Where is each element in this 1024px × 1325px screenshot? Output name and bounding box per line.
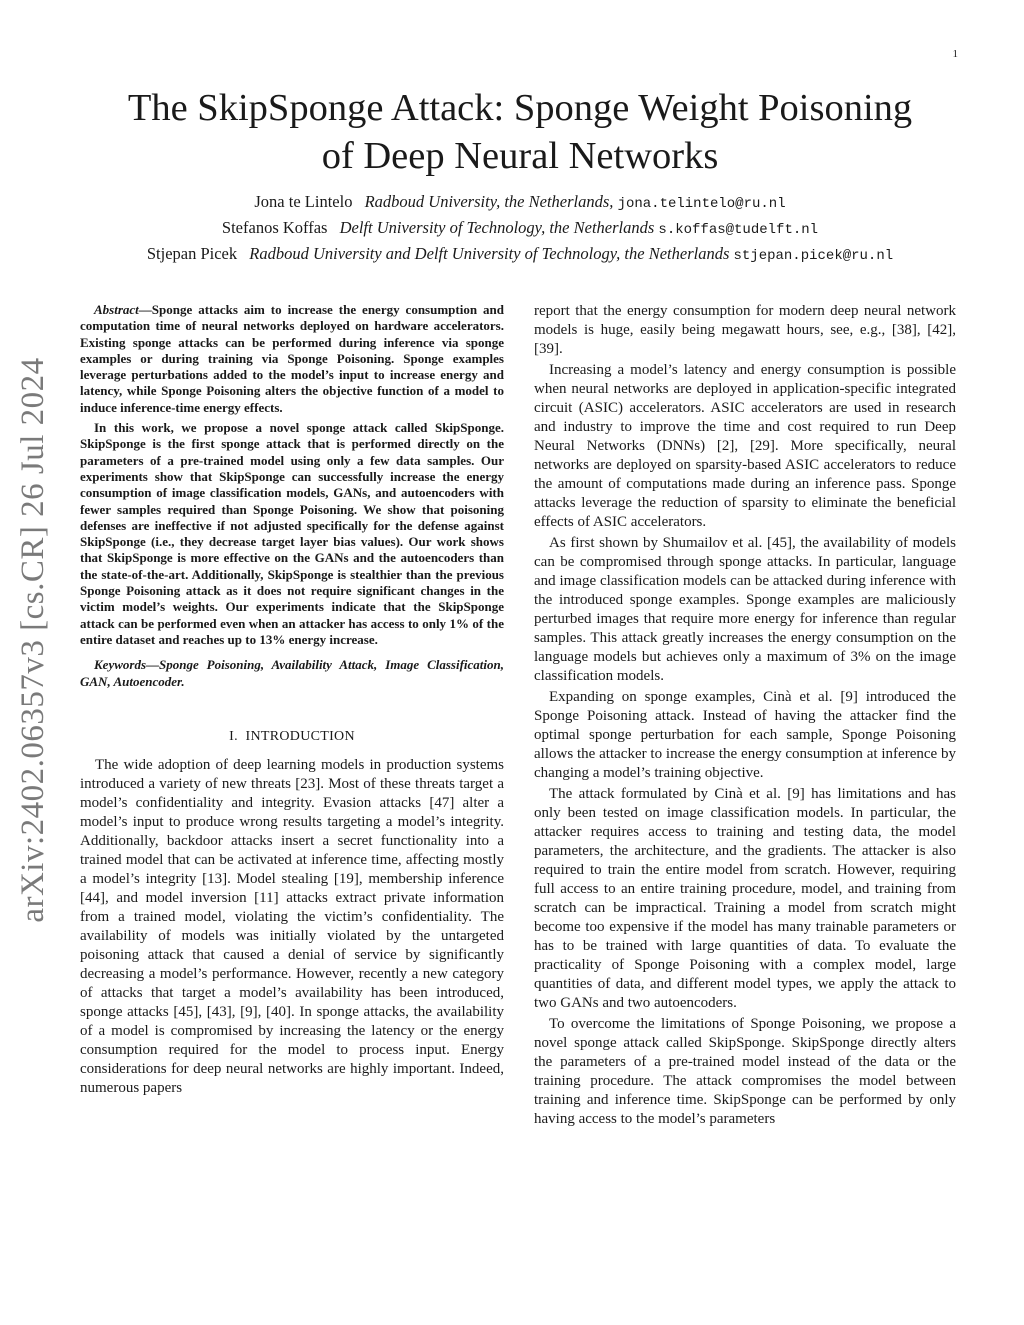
right-paragraph-4: Expanding on sponge examples, Cinà et al. [9] introduced the Sponge Poisoning attack. Instead of having the attacker find the optimal sponge perturbation for each sample, Sponge Poisoning allows the attacker to increase the energy consumption at inference by changing a model’s training objective. [534,689,956,781]
abstract-paragraph-1 [80,302,504,416]
author-affiliation: Delft University of Technology, the Netherlands [339,218,655,237]
author-name: Stefanos Koffas [221,218,328,237]
title-line-2: of Deep Neural Networks [321,135,719,177]
paper-title [80,84,960,180]
page-number: 1 [952,48,958,60]
right-paragraph-3: As first shown by Shumailov et al. [45], the availability of models can be compromised through sponge attacks. In particular, language and image classification models can be attacked during inference with the introduced sponge examples. Sponge examples are maliciously perturbed images that require more energy for inference than regular samples. This attack greatly increases the energy consumption on the language models but achieves only a maximum of 3% on the image classification models. [534,535,956,684]
abstract-paragraph-2: In this work, we propose a novel sponge attack called SkipSponge. SkipSponge is the first sponge attack that is performed directly on the parameters of a pre-trained model using only a few data samples. Our experiments show that SkipSponge can successfully increase the energy consumption of image classification models, GANs, and autoencoders with fewer samples required than Sponge Poisoning. We show that poisoning defenses are ineffective if not adjusted specifically for the defense against SkipSponge (i.e., they decrease target layer bias values). Our work shows that SkipSponge is more effective on the GANs and the autoencoders than the state-of-the-art. Additionally, SkipSponge is stealthier than the previous Sponge Poisoning attack as it does not require significant changes in the victim model’s weights. Our experiments indicate that the SkipSponge attack can be performed even when an attacker has access to only 1% of the entire dataset and reaches up to 13% energy increase. [80,420,504,647]
keywords: Keywords—Sponge Poisoning, Availability Attack, Image Classification, GAN, Autoencoder. [80,657,504,689]
left-column [80,302,504,1098]
right-paragraph-2: Increasing a model’s latency and energy consumption is possible when neural networks are deployed in application-specific integrated circuit (ASIC) accelerators. ASIC accelerators are used in research and industry to improve the time and cost required to run Deep Neural Networks (DNNs) [2], [29]. More specifically, neural networks are deployed on sparsity-based ASIC accelerators to reduce the amount of computations made during an inference pass. Sponge attacks leverage the reduction of sparsity to eliminate the beneficial effects of ASIC accelerators. [534,362,956,530]
author-line [80,216,960,242]
section-heading-introduction [80,727,504,746]
author-block [80,190,960,268]
right-column [534,302,956,1129]
section-title-rest: NTRODUCTION [250,728,355,744]
section-title-initial: I [245,728,251,744]
abstract-label: Abstract [94,302,139,317]
author-name: Jona te Lintelo [254,192,353,211]
author-line [80,242,960,268]
author-email[interactable]: s.koffas@tudelft.nl [658,222,819,238]
author-affiliation: Radboud University, the Netherlands, [364,192,614,211]
author-affiliation: Radboud University and Delft University of Technology, the Netherlands [249,244,730,263]
section-number: I. [229,728,238,744]
author-email[interactable]: jona.telintelo@ru.nl [617,196,786,212]
right-paragraph-6: To overcome the limitations of Sponge Poisoning, we propose a novel sponge attack called SkipSponge. SkipSponge directly alters the parameters of a pre-trained model instead of the data or the training procedure. The attack compromises the model between training and inference time. SkipSponge can be performed by only having access to the model’s parameters [534,1016,956,1127]
author-line [80,190,960,216]
title-line-1: The SkipSponge Attack: Sponge Weight Poisoning [127,87,913,129]
abstract-text-1: —Sponge attacks aim to increase the energy consumption and computation time of neural networks deployed on hardware accelerators. Existing sponge attacks can be performed during inference via sponge examples or during training via Sponge Poisoning. Sponge examples leverage perturbations added to the model’s input to increase energy and latency, while Sponge Poisoning alters the objective function of a model to induce inference-time energy effects. [80,302,504,415]
intro-paragraph-1: The wide adoption of deep learning models in production systems introduced a variety of new threats [23]. Most of these threats target a model’s confidentiality and integrity. Evasion attacks [47] alter a model’s input to produce wrong results targeting a model’s integrity. Additionally, backdoor attacks insert a secret functionality into a trained model that can be activated at inference time, affecting mostly a model’s integrity [13]. Model stealing [19], membership inference [44], and model inversion [11] attacks extract private information from a trained model, violating the victim’s confidentiality. The availability of models was initially violated by the untargeted poisoning attack that caused a denial of service by significantly decreasing a model’s performance. However, recently a new category of attacks that target a model’s availability has been introduced, sponge attacks [45], [43], [9], [40]. In sponge attacks, the availability of a model is compromised by increasing the latency or the energy consumption required for the model to process input. Energy considerations for deep neural networks are highly important. Indeed, numerous papers [80,756,504,1096]
right-paragraph-5: The attack formulated by Cinà et al. [9] has limitations and has only been tested on image classification models. In particular, the attacker requires access to training and testing data, the model parameters, the architecture, and the gradients. The attacker is also required to train the entire model from scratch. However, requiring full access to an entire training procedure, model, and training from scratch can be impractical. Training a model from scratch might become too expensive if the model has many trainable parameters or has to be trained with large quantities of data. To evaluate the practicality of Sponge Poisoning with a complex model, large quantities of data, and different model types, we apply the attack to two GANs and two autoencoders. [534,786,956,1011]
author-email[interactable]: stjepan.picek@ru.nl [733,248,894,264]
author-name: Stjepan Picek [146,244,238,263]
arxiv-identifier: arXiv:2402.06357v3 [cs.CR] 26 Jul 2024 [15,357,51,923]
right-paragraph-1: report that the energy consumption for modern deep neural network models is huge, easily being megawatt hours, see, e.g., [38], [42], [39]. [534,303,956,357]
